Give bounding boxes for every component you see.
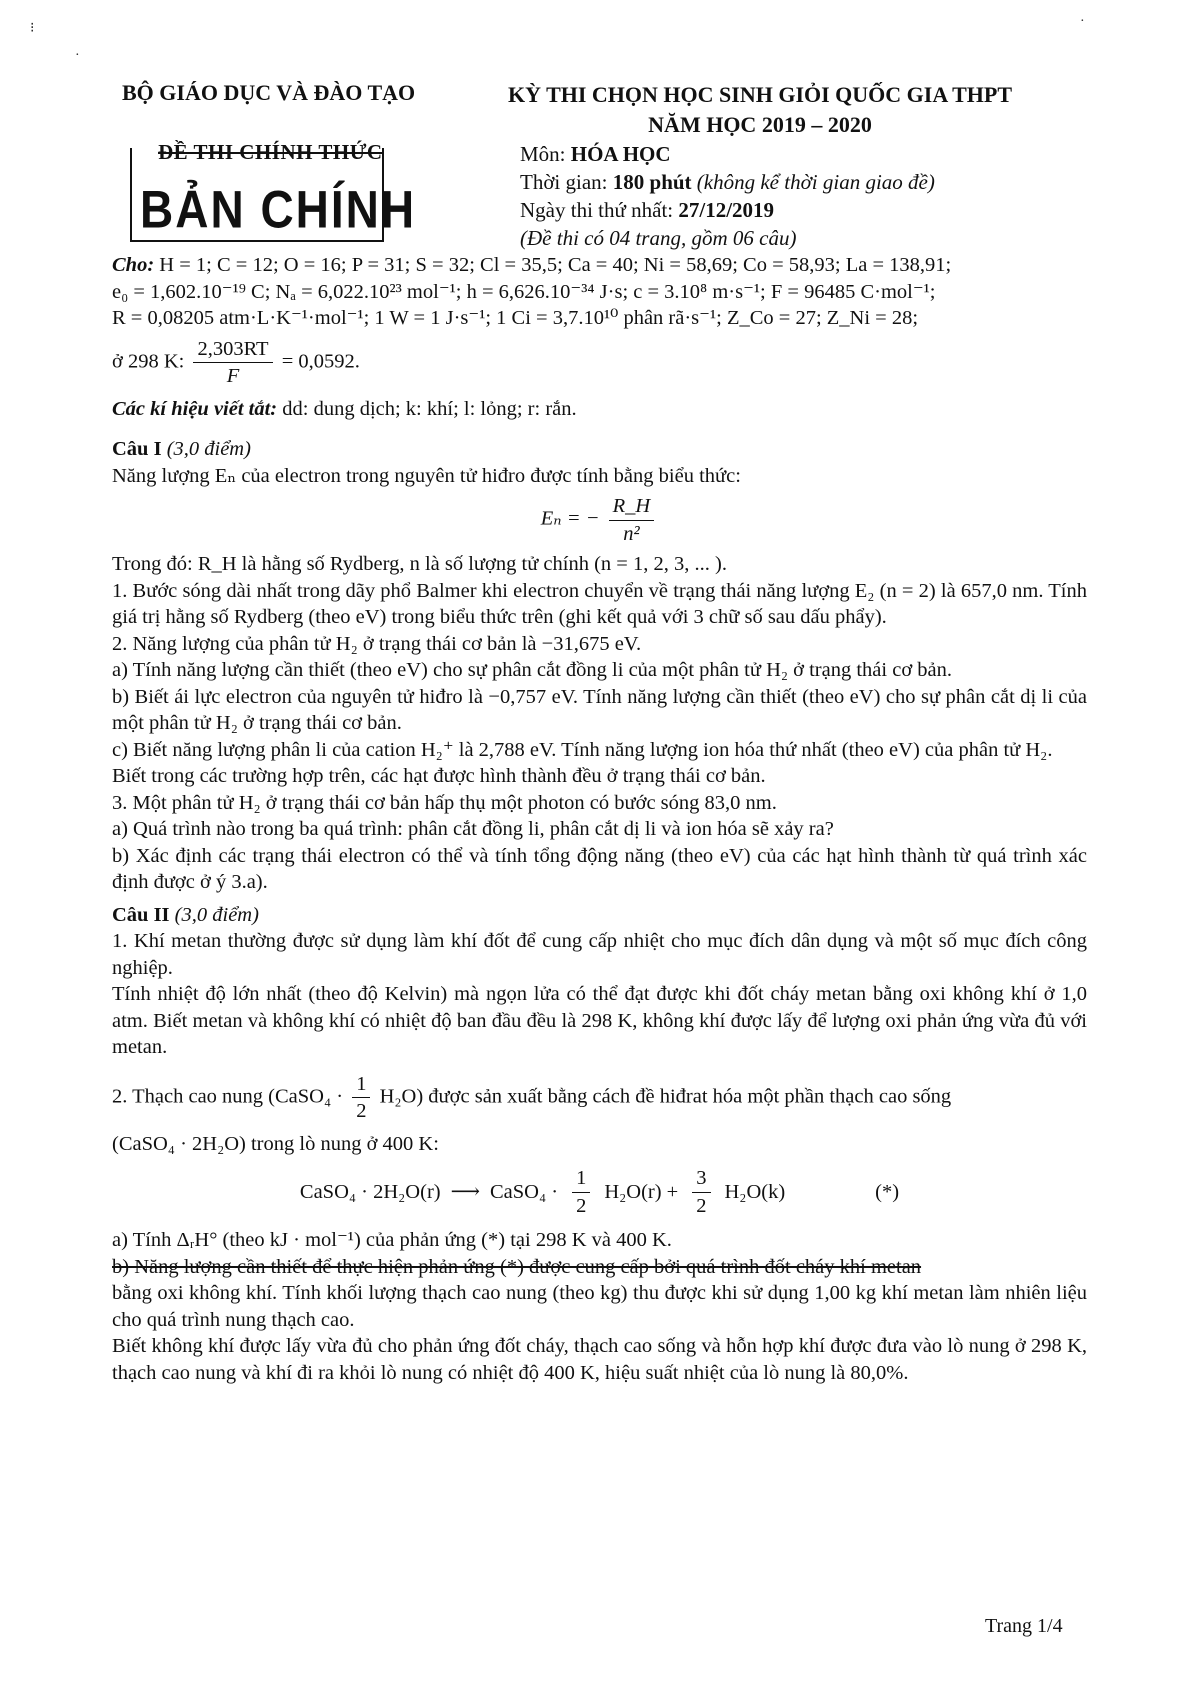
original-copy-stamp: BẢN CHÍNH: [140, 179, 417, 239]
question-1-title: Câu I (3,0 điểm): [112, 438, 251, 460]
q2-part-2: 2. Thạch cao nung (CaSO₄ · $\frac{1}{2}$ H₂O) được sản xuất bằng cách đề hiđrat hóa một phần thạch cao sống: [112, 1072, 952, 1122]
q1-part-2: 2. Năng lượng của phân tử H₂ ở trạng thái cơ bản là −31,675 eV.: [112, 632, 642, 655]
exam-title: KỲ THI CHỌN HỌC SINH GIỎI QUỐC GIA THPT: [507, 82, 1013, 107]
question-2-title: Câu II (3,0 điểm): [112, 903, 259, 926]
exam-body: Cho: H = 1; C = 12; O = 16; P = 31; S = 32; Cl = 35,5; Ca = 40; Ni = 58,69; Co = 58,93; La = 138,91; e₀ = 1,602.10⁻¹⁹ C; Nₐ = 6,022.10²³ mol⁻¹; h = 6,626.10⁻³⁴ J·s; c = 3.10⁸ m·s⁻¹; F = 96485 C·mol⁻¹; R = 0,08205 atm·L·K⁻¹·mol⁻¹; 1 W = 1 J·s⁻¹; 1 Ci = 3,7.10¹⁰ phân rã·s⁻¹; Z_Co = 27; Z_Ni = 28; ở 298 K: $\frac{2,303RT}{F}$ = 0,0592. Các kí hiệu viết tắt: dd: dung dịch; k: khí; l: lỏng; r: rắn. Câu I (3,0 điểm) Năng lượng Eₙ của electron trong nguyên tử hiđro được tính bằng biểu thức: Eₙ = − $\frac{R\_H}{\text{n²}}$ Trong đó: R_H là hằng số Rydberg, n là số lượng tử chính (n = 1, 2, 3, ... ). 1. Bước sóng dài nhất trong dãy phổ Balmer khi electron chuyển về trạng thái năng lượng E₂ (n = 2) là 657,0 nm. Tính giá trị hằng số Rydberg (theo eV) trong biểu thức trên (ghi kết quả với 3 chữ số sau dấu phẩy). 2. Năng lượng của phân tử H₂ ở trạng thái cơ bản là −31,675 eV. a) Tính năng lượng cần thiết (theo eV) cho sự phân cắt đồng li của một phân tử H₂ ở trạng thái cơ bản. b) Biết ái lực electron của nguyên tử hiđro là −0,757 eV. Tính năng lượng cần thiết (theo eV) cho sự phân cắt dị li của một phân tử H₂ ở trạng thái cơ bản. c) Biết năng lượng phân li của cation H₂⁺ là 2,788 eV. Tính năng lượng ion hóa thứ nhất (theo eV) của phân tử H₂. Biết trong các trường hợp trên, các hạt được hình thành đều ở trạng thái cơ bản. 3. Một phân tử H₂ ở trạng thái cơ bản hấp thụ một photon có bước sóng 83,0 nm. a) Quá trình nào trong ba quá trình: phân cắt đồng li, phân cắt dị li và ion hóa sẽ xảy ra? b) Xác định các trạng thái electron có thể và tính tổng động năng (theo eV) của các hạt hình thành từ quá trình xác định được ở ý 3.a). Câu II (3,0 điểm) 1. Khí metan thường được sử dụng làm khí đốt để cung cấp nhiệt cho mục đích dân dụng và một số mục đích công nghiệp. Tính nhiệt độ lớn nhất (theo độ Kelvin) mà ngọn lửa có thể đạt được khi đốt cháy metan bằng oxi không khí ở 1,0 atm. Biết metan và không khí có nhiệt độ ban đầu đều là 298 K, không khí được lấy để lượng oxi phản ứng vừa đủ với metan. 2. Thạch cao nung (CaSO₄ · $\frac{1}{2}$ H₂O) được sản xuất bằng cách đề hiđrat hóa một phần thạch cao sống (CaSO₄ · 2H₂O) trong lò nung ở 400 K: CaSO₄ · 2H₂O(r) ⟶ CaSO₄ · $\frac{1}{2}$ H₂O(r) + $\frac{3}{2}$ H₂O(k) (*) a) Tính ΔᵣH° (theo kJ · mol⁻¹) của phản ứng (*) tại 298 K và 400 K. b) Năng lượng cần thiết để thực hiện phản ứng (*) được cung cấp bởi quá trình đốt cháy khí metan bằng oxi không khí. Tính khối lượng thạch cao nung (theo kg) thu được khi sử dụng 1,00 kg khí metan làm nhiên liệu cho quá trình nung thạch cao. Biết không khí được lấy vừa đủ cho phản ứng đốt cháy, thạch cao sống và hỗn hợp khí được đưa vào lò nung ở 298 K, thạch cao nung và khí đi ra khỏi lò nung có nhiệt độ 400 K, hiệu suất nhiệt của lò nung là 80,0%.: [112, 254, 1087, 1384]
scan-speck: ·: [75, 48, 80, 63]
scan-speck: ⁝: [30, 21, 35, 36]
exam-header: [480, 80, 1040, 140]
official-exam-label: ĐỀ THI CHÍNH THỨC: [158, 140, 383, 164]
ministry-name: BỘ GIÁO DỤC VÀ ĐÀO TẠO: [122, 80, 416, 105]
page-count-note: (Đề thi có 04 trang, gồm 06 câu): [520, 226, 797, 250]
page-number: Trang 1/4: [985, 1615, 1063, 1637]
abbreviations: Các kí hiệu viết tắt: dd: dung dịch; k: khí; l: lỏng; r: rắn.: [112, 397, 577, 420]
struck-through-line: b) Năng lượng cần thiết để thực hiện phản ứng (*) được cung cấp bởi quá trình đốt cháy khí metan: [112, 1255, 922, 1278]
subject: HÓA HỌC: [570, 142, 671, 166]
exam-date: 27/12/2019: [678, 198, 775, 222]
energy-formula: Eₙ = − $\frac{R\_H}{\text{n²}}$: [112, 493, 1087, 547]
scan-speck: ·: [1080, 14, 1085, 29]
nernst-fraction: $\frac{2,303RT}{F}$: [193, 336, 272, 390]
q1-part-3: 3. Một phân tử H₂ ở trạng thái cơ bản hấp thụ một photon có bước sóng 83,0 nm.: [112, 791, 777, 814]
exam-duration: 180 phút: [612, 170, 692, 194]
reaction-equation: CaSO₄ · 2H₂O(r) ⟶ CaSO₄ · $\frac{1}{2}$ H₂O(r) + $\frac{3}{2}$ H₂O(k) (*): [299, 1167, 900, 1217]
exam-info: Môn: HÓA HỌC Thời gian: 180 phút (không kể thời gian giao đề) Ngày thi thứ nhất: 27/12/2019 (Đề thi có 04 trang, gồm 06 câu): [520, 142, 935, 250]
given-constants: Cho: H = 1; C = 12; O = 16; P = 31; S = 32; Cl = 35,5; Ca = 40; Ni = 58,69; Co = 58,93; La = 138,91;: [112, 254, 952, 276]
q1-part-1: 1. Bước sóng dài nhất trong dãy phổ Balmer khi electron chuyển về trạng thái năng lượng E₂ (n = 2) là 657,0 nm. Tính giá trị hằng số Rydberg (theo eV) trong biểu thức trên (ghi kết quả với 3 chữ số sau dấu phẩy).: [112, 579, 1087, 628]
school-year: NĂM HỌC 2019 – 2020: [648, 112, 872, 137]
q2-part-1: 1. Khí metan thường được sử dụng làm khí đốt để cung cấp nhiệt cho mục đích dân dụng và một số mục đích công nghiệp.: [112, 930, 1087, 979]
